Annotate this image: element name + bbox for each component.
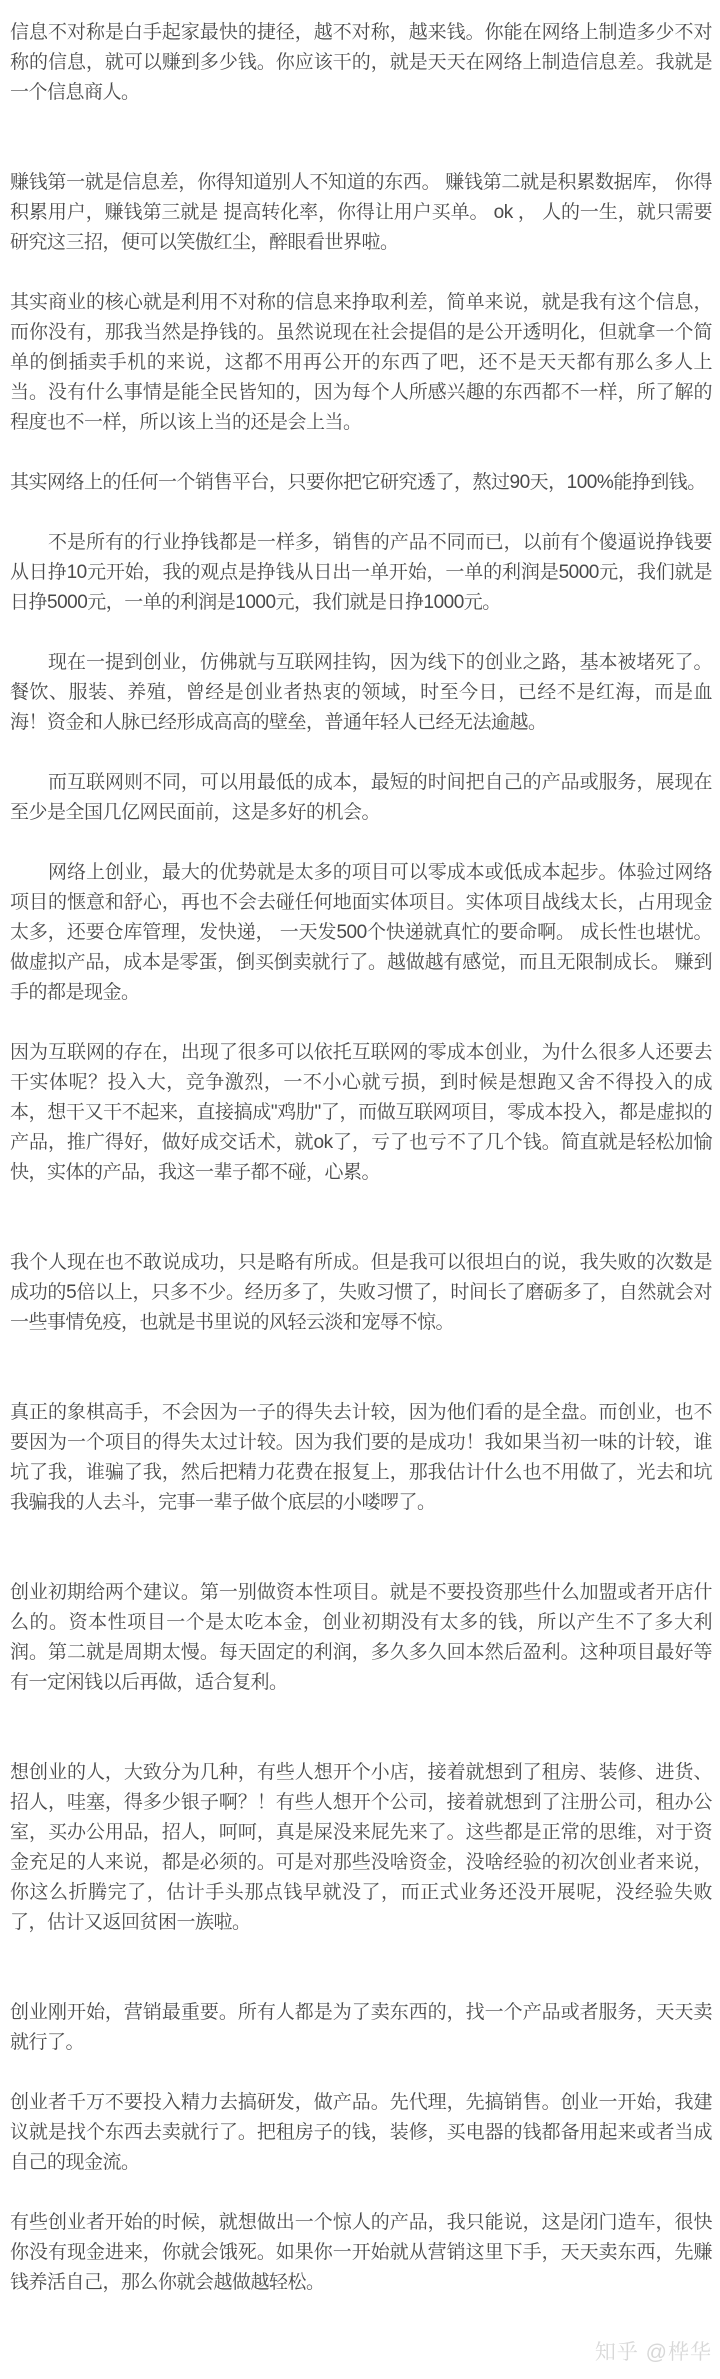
paragraph: 有些创业者开始的时候，就想做出一个惊人的产品，我只能说，这是闭门造车，很快你没有现金进来，你就会饿死。如果你一开始就从营销这里下手，天天卖东西，先赚钱养活自己，那么你就会越做越轻松。 bbox=[10, 2212, 712, 2293]
zhihu-author-watermark: 知乎 @桦华 bbox=[594, 2341, 712, 2364]
paragraph: 我个人现在也不敢说成功，只是略有所成。但是我可以很坦白的说，我失败的次数是成功的5倍以上，只多不少。经历多了，失败习惯了，时间长了磨砺多了，自然就会对一些事情免疫，也就是书里说的风轻云淡和宠辱不惊。 bbox=[10, 1252, 712, 1333]
paragraph: 因为互联网的存在，出现了很多可以依托互联网的零成本创业，为什么很多人还要去干实体呢？投入大，竞争激烈，一不小心就亏损，到时候是想跑又舍不得投入的成本，想干又干不起来，直接搞成"鸡肋"了，而做互联网项目，零成本投入，都是虚拟的产品，推广得好，做好成交话术，就ok了，亏了也亏不了几个钱。简直就是轻松加愉快，实体的产品，我这一辈子都不碰，心累。 bbox=[10, 1042, 712, 1183]
paragraph: 创业刚开始，营销最重要。所有人都是为了卖东西的，找一个产品或者服务，天天卖就行了。 bbox=[10, 2002, 712, 2053]
paragraph: 赚钱第一就是信息差，你得知道别人不知道的东西。 赚钱第二就是积累数据库， 你得积累用户，赚钱第三就是 提高转化率，你得让用户买单。 ok ， 人的一生，就只需要研究这三招，便可以笑傲红尘，醉眼看世界啦。 bbox=[10, 172, 712, 253]
paragraph: 创业初期给两个建议。第一别做资本性项目。就是不要投资那些什么加盟或者开店什么的。资本性项目一个是太吃本金，创业初期没有太多的钱，所以产生不了多大利润。第二就是周期太慢。每天固定的利润，多久多久回本然后盈利。这种项目最好等有一定闲钱以后再做，适合复利。 bbox=[10, 1582, 712, 1693]
paragraph: 而互联网则不同，可以用最低的成本，最短的时间把自己的产品或服务，展现在至少是全国几亿网民面前，这是多好的机会。 bbox=[10, 772, 712, 823]
paragraph: 不是所有的行业挣钱都是一样多，销售的产品不同而已，以前有个傻逼说挣钱要从日挣10元开始，我的观点是挣钱从日出一单开始，一单的利润是5000元，我们就是日挣5000元，一单的利润是1000元，我们就是日挣1000元。 bbox=[10, 532, 712, 613]
paragraph: 想创业的人，大致分为几种，有些人想开个小店，接着就想到了租房、装修、进货、招人，哇塞，得多少银子啊？！有些人想开个公司，接着就想到了注册公司，租办公室，买办公用品，招人，呵呵，真是屎没来屁先来了。这些都是正常的思维，对于资金充足的人来说，都是必须的。可是对那些没啥资金，没啥经验的初次创业者来说，你这么折腾完了，估计手头那点钱早就没了，而正式业务还没开展呢，没经验失败了，估计又返回贫困一族啦。 bbox=[10, 1762, 712, 1933]
paragraph: 创业者千万不要投入精力去搞研发，做产品。先代理，先搞销售。创业一开始，我建议就是找个东西去卖就行了。把租房子的钱，装修，买电器的钱都备用起来或者当成自己的现金流。 bbox=[10, 2092, 712, 2173]
paragraph: 现在一提到创业，仿佛就与互联网挂钩，因为线下的创业之路，基本被堵死了。餐饮、服装、养殖，曾经是创业者热衷的领域，时至今日，已经不是红海，而是血海！资金和人脉已经形成高高的壁垒，普通年轻人已经无法逾越。 bbox=[10, 652, 712, 733]
paragraph: 其实网络上的任何一个销售平台，只要你把它研究透了，熬过90天，100%能挣到钱。 bbox=[10, 472, 706, 493]
paragraph: 信息不对称是白手起家最快的捷径，越不对称，越来钱。你能在网络上制造多少不对称的信息，就可以赚到多少钱。你应该干的，就是天天在网络上制造信息差。我就是一个信息商人。 bbox=[10, 22, 712, 103]
paragraph: 网络上创业，最大的优势就是太多的项目可以零成本或低成本起步。体验过网络项目的惬意和舒心，再也不会去碰任何地面实体项目。实体项目战线太长，占用现金太多，还要仓库管理，发快递， 一天发500个快递就真忙的要命啊。 成长性也堪忧。 做虚拟产品，成本是零蛋，倒买倒卖就行了。越做越有感觉，而且无限制成长。 赚到手的都是现金。 bbox=[10, 862, 712, 1003]
paragraph: 真正的象棋高手，不会因为一子的得失去计较，因为他们看的是全盘。而创业，也不要因为一个项目的得失太过计较。因为我们要的是成功！我如果当初一味的计较，谁坑了我，谁骗了我，然后把精力花费在报复上，那我估计什么也不用做了，光去和坑我骗我的人去斗，完事一辈子做个底层的小喽啰了。 bbox=[10, 1402, 712, 1513]
paragraph: 其实商业的核心就是利用不对称的信息来挣取利差，简单来说，就是我有这个信息，而你没有，那我当然是挣钱的。虽然说现在社会提倡的是公开透明化，但就拿一个简单的倒插卖手机的来说，这都不用再公开的东西了吧，还不是天天都有那么多人上当。没有什么事情是能全民皆知的，因为每个人所感兴趣的东西都不一样，所了解的程度也不一样，所以该上当的还是会上当。 bbox=[10, 292, 712, 433]
